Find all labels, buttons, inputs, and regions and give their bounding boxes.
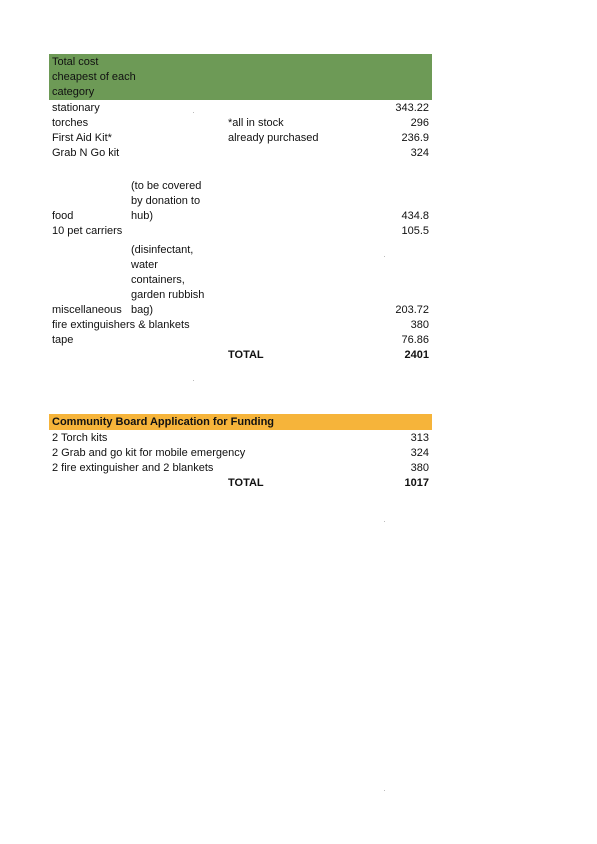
row-pet-carriers-value: 105.5 [401, 225, 429, 237]
row-tape-item: tape [52, 334, 74, 346]
row-food-item: food [52, 210, 74, 222]
section1-header-line-1: Total cost [52, 56, 99, 68]
row-fire-extinguishers-item: fire extinguishers & blankets [52, 319, 190, 331]
scan-speck [193, 380, 194, 381]
row-food-note-line-2: by donation to [131, 195, 201, 207]
row-first-aid-value: 236.9 [401, 132, 429, 144]
section2-header-label: Community Board Application for Funding [52, 416, 275, 428]
row-first-aid-note: already purchased [228, 132, 319, 144]
section2-total-value: 1017 [404, 477, 429, 489]
section1-header-line-2: cheapest of each [52, 71, 136, 83]
row-tape-value: 76.86 [401, 334, 429, 346]
section2-row-grab-go-value: 324 [410, 447, 429, 459]
section2-row-fire-item: 2 fire extinguisher and 2 blankets [52, 462, 214, 474]
section1-total-label: TOTAL [228, 349, 264, 361]
section2-row-torch-kits-item: 2 Torch kits [52, 432, 108, 444]
row-misc-note-line-3: containers, [131, 274, 185, 286]
row-stationary-item: stationary [52, 102, 100, 114]
row-misc-note-line-2: water [131, 259, 158, 271]
row-food-note-line-1: (to be covered [131, 180, 202, 192]
row-pet-carriers-item: 10 pet carriers [52, 225, 123, 237]
row-stationary-value: 343.22 [395, 102, 429, 114]
row-food-value: 434.8 [401, 210, 429, 222]
row-misc-note-line-1: (disinfectant, [131, 244, 194, 256]
row-misc-value: 203.72 [395, 304, 429, 316]
row-misc-note-line-4: garden rubbish [131, 289, 205, 301]
section2-row-fire-value: 380 [410, 462, 429, 474]
scan-speck [384, 256, 385, 257]
scan-speck [193, 112, 194, 113]
row-food-note-line-3: hub) [131, 210, 154, 222]
row-fire-extinguishers-value: 380 [410, 319, 429, 331]
row-first-aid-item: First Aid Kit* [52, 132, 112, 144]
section1-total-value: 2401 [404, 349, 429, 361]
row-grab-n-go-value: 324 [410, 147, 429, 159]
scan-speck [384, 790, 385, 791]
row-torches-note: *all in stock [228, 117, 284, 129]
section1-header-line-3: category [52, 86, 95, 98]
row-misc-item: miscellaneous [52, 304, 122, 316]
row-torches-item: torches [52, 117, 89, 129]
row-torches-value: 296 [410, 117, 429, 129]
section2-row-torch-kits-value: 313 [410, 432, 429, 444]
row-grab-n-go-item: Grab N Go kit [52, 147, 120, 159]
section2-total-label: TOTAL [228, 477, 264, 489]
row-misc-note-line-5: bag) [131, 304, 154, 316]
section2-row-grab-go-item: 2 Grab and go kit for mobile emergency [52, 447, 246, 459]
scan-speck [384, 521, 385, 522]
